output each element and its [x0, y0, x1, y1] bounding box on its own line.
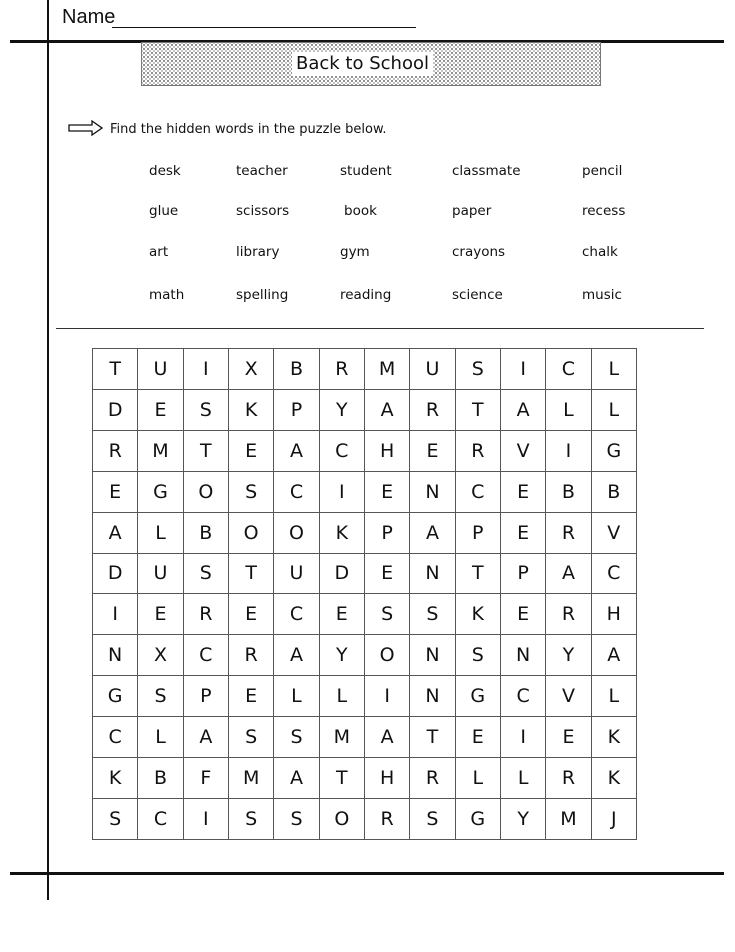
grid-cell[interactable]: G: [93, 676, 138, 717]
grid-cell[interactable]: G: [591, 430, 636, 471]
grid-cell[interactable]: C: [93, 717, 138, 758]
grid-row: [93, 758, 637, 799]
grid-cell[interactable]: I: [319, 471, 364, 512]
grid-cell[interactable]: I: [183, 798, 228, 839]
grid-cell[interactable]: U: [410, 349, 455, 390]
grid-cell[interactable]: E: [364, 471, 409, 512]
grid-cell[interactable]: N: [93, 635, 138, 676]
grid-cell[interactable]: L: [591, 676, 636, 717]
grid-cell[interactable]: T: [228, 553, 273, 594]
grid-cell[interactable]: T: [319, 758, 364, 799]
grid-cell[interactable]: H: [591, 594, 636, 635]
grid-cell[interactable]: S: [228, 717, 273, 758]
word-bank-item: crayons: [452, 244, 506, 260]
grid-cell[interactable]: O: [274, 512, 319, 553]
word-bank-item: scissors: [236, 203, 290, 219]
grid-cell[interactable]: P: [455, 512, 500, 553]
grid-cell[interactable]: U: [138, 553, 183, 594]
word-bank-item: book: [344, 203, 377, 219]
grid-cell[interactable]: I: [500, 349, 545, 390]
grid-cell[interactable]: C: [138, 798, 183, 839]
grid-cell[interactable]: O: [319, 798, 364, 839]
grid-cell[interactable]: L: [591, 349, 636, 390]
grid-cell[interactable]: N: [500, 635, 545, 676]
grid-cell[interactable]: A: [500, 389, 545, 430]
grid-cell[interactable]: I: [364, 676, 409, 717]
grid-cell[interactable]: S: [183, 553, 228, 594]
grid-cell[interactable]: M: [228, 758, 273, 799]
grid-cell[interactable]: L: [274, 676, 319, 717]
grid-row: [93, 471, 637, 512]
word-bank-item: chalk: [582, 244, 618, 260]
grid-cell[interactable]: T: [93, 349, 138, 390]
grid-cell[interactable]: R: [228, 635, 273, 676]
grid-row: [93, 349, 637, 390]
grid-cell[interactable]: S: [274, 798, 319, 839]
grid-cell[interactable]: E: [93, 471, 138, 512]
grid-cell[interactable]: L: [500, 758, 545, 799]
grid-cell[interactable]: E: [410, 430, 455, 471]
word-bank-item: glue: [149, 203, 179, 219]
grid-cell[interactable]: I: [500, 717, 545, 758]
word-bank-item: teacher: [236, 163, 288, 179]
grid-row: [93, 635, 637, 676]
grid-cell[interactable]: S: [138, 676, 183, 717]
grid-cell[interactable]: P: [183, 676, 228, 717]
grid-cell[interactable]: E: [500, 512, 545, 553]
grid-cell[interactable]: O: [183, 471, 228, 512]
grid-cell[interactable]: H: [364, 758, 409, 799]
grid-cell[interactable]: D: [93, 553, 138, 594]
grid-row: [93, 717, 637, 758]
word-bank-item: spelling: [236, 287, 289, 303]
grid-cell[interactable]: A: [274, 430, 319, 471]
grid-cell[interactable]: A: [183, 717, 228, 758]
word-bank-item: music: [582, 287, 622, 303]
grid-cell[interactable]: A: [93, 512, 138, 553]
grid-cell[interactable]: R: [93, 430, 138, 471]
word-bank-item: desk: [149, 163, 181, 179]
grid-cell[interactable]: E: [500, 471, 545, 512]
grid-cell[interactable]: R: [546, 594, 591, 635]
grid-cell[interactable]: B: [183, 512, 228, 553]
grid-cell[interactable]: D: [93, 389, 138, 430]
grid-cell[interactable]: K: [591, 717, 636, 758]
grid-cell[interactable]: A: [364, 717, 409, 758]
grid-cell[interactable]: S: [410, 798, 455, 839]
grid-row: [93, 798, 637, 839]
grid-cell[interactable]: E: [228, 676, 273, 717]
grid-cell[interactable]: R: [183, 594, 228, 635]
grid-cell[interactable]: R: [455, 430, 500, 471]
grid-cell[interactable]: N: [410, 553, 455, 594]
grid-cell[interactable]: C: [183, 635, 228, 676]
grid-cell[interactable]: K: [93, 758, 138, 799]
grid-cell[interactable]: J: [591, 798, 636, 839]
grid-cell[interactable]: Y: [500, 798, 545, 839]
grid-cell[interactable]: C: [455, 471, 500, 512]
grid-cell[interactable]: L: [138, 717, 183, 758]
grid-cell[interactable]: P: [364, 512, 409, 553]
right-arrow-outline-icon: [68, 120, 104, 136]
grid-cell[interactable]: M: [546, 798, 591, 839]
grid-cell[interactable]: U: [138, 349, 183, 390]
grid-cell[interactable]: S: [228, 798, 273, 839]
name-label: Name: [62, 6, 116, 28]
grid-cell[interactable]: A: [364, 389, 409, 430]
grid-cell[interactable]: A: [591, 635, 636, 676]
margin-line: [47, 0, 49, 900]
grid-row: [93, 553, 637, 594]
word-bank-item: student: [340, 163, 392, 179]
word-bank-item: recess: [582, 203, 626, 219]
grid-cell[interactable]: V: [500, 430, 545, 471]
grid-cell[interactable]: C: [319, 430, 364, 471]
word-bank-item: classmate: [452, 163, 521, 179]
grid-cell[interactable]: L: [591, 389, 636, 430]
footer-rule: [10, 872, 724, 875]
grid-cell[interactable]: E: [138, 594, 183, 635]
grid-cell[interactable]: A: [546, 553, 591, 594]
grid-cell[interactable]: V: [591, 512, 636, 553]
grid-cell[interactable]: I: [93, 594, 138, 635]
grid-cell[interactable]: Y: [319, 389, 364, 430]
grid-row: [93, 676, 637, 717]
grid-cell[interactable]: K: [319, 512, 364, 553]
word-bank-item: library: [236, 244, 280, 260]
grid-cell[interactable]: T: [183, 430, 228, 471]
grid-cell[interactable]: T: [455, 389, 500, 430]
grid-cell[interactable]: R: [410, 389, 455, 430]
grid-cell[interactable]: S: [274, 717, 319, 758]
grid-cell[interactable]: B: [138, 758, 183, 799]
grid-cell[interactable]: E: [364, 553, 409, 594]
grid-cell[interactable]: Y: [546, 635, 591, 676]
grid-cell[interactable]: L: [546, 389, 591, 430]
grid-cell[interactable]: E: [138, 389, 183, 430]
grid-cell[interactable]: S: [183, 389, 228, 430]
grid-cell[interactable]: C: [546, 349, 591, 390]
grid-cell[interactable]: S: [455, 349, 500, 390]
grid-cell[interactable]: X: [138, 635, 183, 676]
instructions-text: Find the hidden words in the puzzle below.: [110, 122, 387, 137]
grid-cell[interactable]: E: [455, 717, 500, 758]
word-bank-item: math: [149, 287, 185, 303]
grid-cell[interactable]: E: [500, 594, 545, 635]
grid-cell[interactable]: C: [591, 553, 636, 594]
grid-cell[interactable]: E: [228, 594, 273, 635]
grid-cell[interactable]: S: [228, 471, 273, 512]
grid-cell[interactable]: K: [228, 389, 273, 430]
grid-cell[interactable]: E: [228, 430, 273, 471]
grid-cell[interactable]: O: [228, 512, 273, 553]
grid-cell[interactable]: C: [274, 594, 319, 635]
grid-cell[interactable]: A: [274, 635, 319, 676]
grid-cell[interactable]: G: [455, 676, 500, 717]
grid-cell[interactable]: T: [455, 553, 500, 594]
grid-cell[interactable]: C: [274, 471, 319, 512]
grid-cell[interactable]: U: [274, 553, 319, 594]
grid-cell[interactable]: R: [410, 758, 455, 799]
grid-cell[interactable]: R: [319, 349, 364, 390]
grid-cell[interactable]: B: [591, 471, 636, 512]
grid-cell[interactable]: G: [455, 798, 500, 839]
word-bank-item: pencil: [582, 163, 623, 179]
grid-cell[interactable]: M: [364, 349, 409, 390]
page-title: Back to School: [292, 52, 433, 76]
grid-cell[interactable]: S: [93, 798, 138, 839]
section-divider: [56, 328, 704, 329]
grid-cell[interactable]: T: [410, 717, 455, 758]
grid-cell[interactable]: S: [364, 594, 409, 635]
word-bank-item: reading: [340, 287, 392, 303]
grid-cell[interactable]: L: [319, 676, 364, 717]
grid-cell[interactable]: Y: [319, 635, 364, 676]
grid-cell[interactable]: M: [319, 717, 364, 758]
grid-cell[interactable]: E: [319, 594, 364, 635]
name-blank-line[interactable]: [112, 27, 416, 28]
grid-cell[interactable]: R: [546, 512, 591, 553]
grid-cell[interactable]: X: [228, 349, 273, 390]
word-bank-item: art: [149, 244, 169, 260]
grid-row: [93, 389, 637, 430]
grid-cell[interactable]: P: [500, 553, 545, 594]
grid-cell[interactable]: A: [274, 758, 319, 799]
grid-row: [93, 512, 637, 553]
grid-cell[interactable]: A: [410, 512, 455, 553]
grid-cell[interactable]: S: [455, 635, 500, 676]
grid-cell[interactable]: F: [183, 758, 228, 799]
grid-cell[interactable]: P: [274, 389, 319, 430]
grid-cell[interactable]: M: [138, 430, 183, 471]
grid-cell[interactable]: R: [364, 798, 409, 839]
grid-cell[interactable]: S: [410, 594, 455, 635]
grid-cell[interactable]: L: [138, 512, 183, 553]
grid-cell[interactable]: K: [455, 594, 500, 635]
grid-cell[interactable]: O: [364, 635, 409, 676]
grid-cell[interactable]: H: [364, 430, 409, 471]
grid-cell[interactable]: B: [546, 471, 591, 512]
grid-cell[interactable]: N: [410, 635, 455, 676]
word-search-grid: [92, 348, 637, 840]
grid-cell[interactable]: E: [546, 717, 591, 758]
grid-cell[interactable]: C: [500, 676, 545, 717]
grid-cell[interactable]: I: [546, 430, 591, 471]
grid-cell[interactable]: R: [546, 758, 591, 799]
grid-cell[interactable]: N: [410, 676, 455, 717]
grid-cell[interactable]: L: [455, 758, 500, 799]
grid-row: [93, 430, 637, 471]
grid-cell[interactable]: G: [138, 471, 183, 512]
word-bank-item: gym: [340, 244, 370, 260]
grid-cell[interactable]: K: [591, 758, 636, 799]
grid-cell[interactable]: V: [546, 676, 591, 717]
grid-cell[interactable]: N: [410, 471, 455, 512]
grid-cell[interactable]: I: [183, 349, 228, 390]
grid-cell[interactable]: D: [319, 553, 364, 594]
word-bank-item: paper: [452, 203, 492, 219]
grid-cell[interactable]: B: [274, 349, 319, 390]
word-bank-item: science: [452, 287, 503, 303]
grid-row: [93, 594, 637, 635]
